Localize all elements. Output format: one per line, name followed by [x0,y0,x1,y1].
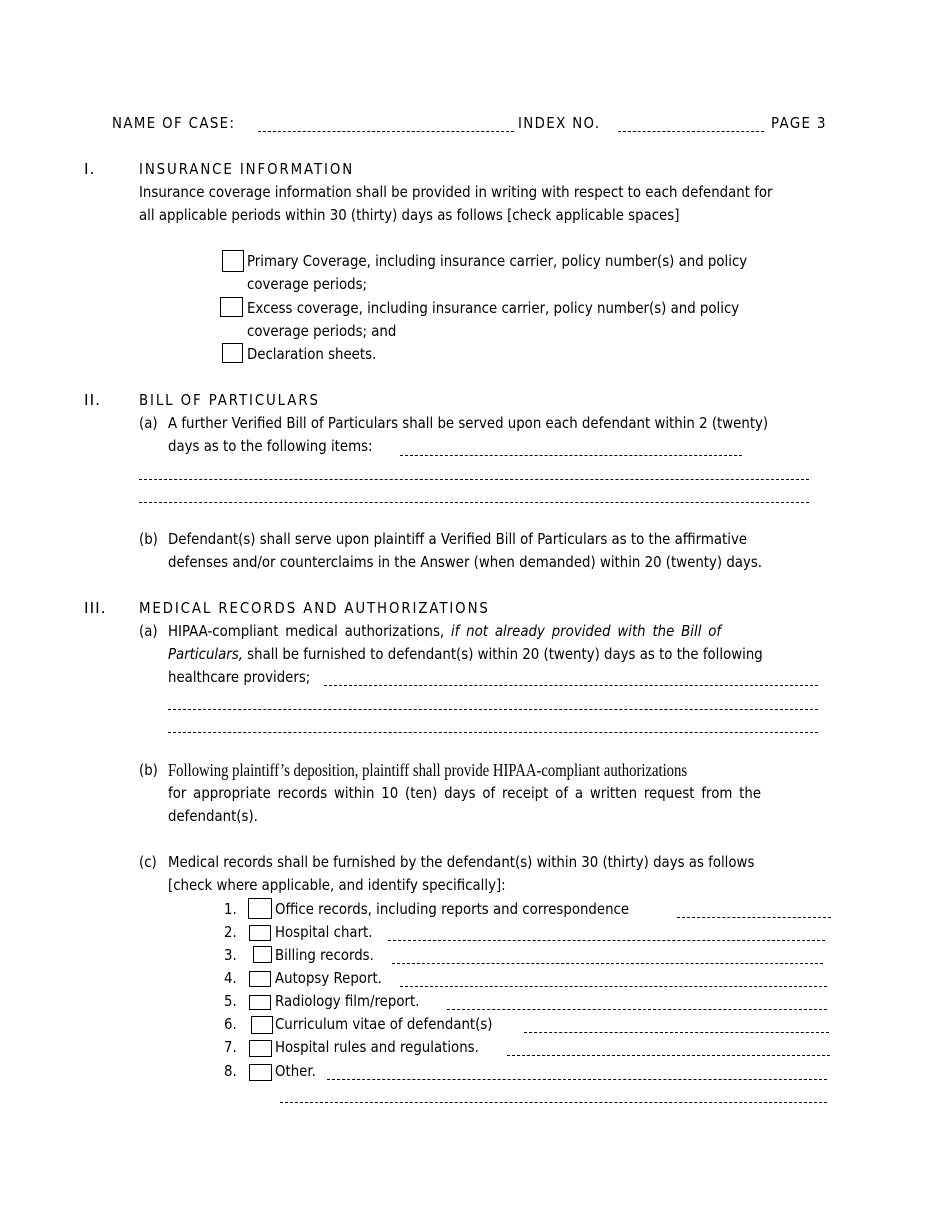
section-3-number: III. [84,599,107,617]
billing-records-field[interactable] [392,963,823,964]
section-1-title: INSURANCE INFORMATION [139,160,355,178]
bill-items-field-line1[interactable] [400,455,742,456]
declaration-sheets-label: Declaration sheets. [247,345,377,363]
case-name-label: NAME OF CASE: [112,114,236,132]
record-number: 6. [224,1015,237,1033]
other-field-line1[interactable] [327,1079,827,1080]
office-records-checkbox[interactable] [248,898,272,919]
record-number: 1. [224,900,237,918]
other-label: Other. [275,1062,316,1080]
section-2-b-label: (b) [139,530,158,548]
index-no-label: INDEX NO. [518,114,601,132]
section-2-b-line2: defenses and/or counterclaims in the Answer (when demanded) within 20 (twenty) days. [168,553,763,571]
hospital-chart-label: Hospital chart. [275,923,373,941]
section-3-b-line1: Following plaintiff’s deposition, plaintiff shall provide HIPAA-compliant authorizations [168,760,688,780]
billing-records-label: Billing records. [275,946,374,964]
primary-coverage-label-cont: coverage periods; [247,275,368,293]
excess-coverage-label-cont: coverage periods; and [247,322,397,340]
section-2-b-line1: Defendant(s) shall serve upon plaintiff a Verified Bill of Particulars as to the affirmative [168,530,748,548]
section-1-intro-line2: all applicable periods within 30 (thirty) days as follows [check applicable spaces] [139,206,680,224]
excess-coverage-checkbox[interactable] [220,297,243,317]
section-3-c-line2: [check where applicable, and identify specifically]: [168,876,506,894]
case-name-field[interactable] [258,131,514,132]
radiology-field[interactable] [447,1009,827,1010]
providers-field-line3[interactable] [168,732,818,733]
primary-coverage-label: Primary Coverage, including insurance carrier, policy number(s) and policy [247,252,748,270]
providers-field-line1[interactable] [324,685,818,686]
curriculum-vitae-checkbox[interactable] [251,1016,273,1034]
record-number: 4. [224,969,237,987]
hospital-rules-label: Hospital rules and regulations. [275,1038,479,1056]
section-1-intro-line1: Insurance coverage information shall be provided in writing with respect to each defendant for [139,183,773,201]
billing-records-checkbox[interactable] [253,946,272,963]
other-field-line2[interactable] [280,1102,827,1103]
record-number: 8. [224,1062,237,1080]
section-3-b-line3: defendant(s). [168,807,258,825]
providers-field-line2[interactable] [168,709,818,710]
autopsy-report-field[interactable] [400,986,827,987]
section-3-b-line2: for appropriate records within 10 (ten) days of receipt of a written request from the [168,784,762,802]
hospital-rules-checkbox[interactable] [249,1040,272,1057]
bill-items-field-line2[interactable] [139,479,809,480]
autopsy-report-label: Autopsy Report. [275,969,382,987]
other-checkbox[interactable] [249,1064,272,1081]
section-2-a-line2: days as to the following items: [168,437,373,455]
section-3-a-line1: HIPAA-compliant medical authorizations, if not already provided with the Bill of [168,622,722,640]
section-2-title: BILL OF PARTICULARS [139,391,320,409]
section-2-a-label: (a) [139,414,158,432]
record-number: 2. [224,923,237,941]
record-number: 3. [224,946,237,964]
index-no-field[interactable] [618,131,764,132]
record-number: 7. [224,1038,237,1056]
office-records-field[interactable] [677,917,831,918]
section-3-c-line1: Medical records shall be furnished by the defendant(s) within 30 (thirty) days as follows [168,853,755,871]
declaration-sheets-checkbox[interactable] [222,343,243,363]
section-3-a-label: (a) [139,622,158,640]
office-records-label: Office records, including reports and correspondence [275,900,630,918]
hospital-chart-field[interactable] [388,940,825,941]
page-number: PAGE 3 [771,114,827,132]
section-1-number: I. [84,160,96,178]
curriculum-vitae-label: Curriculum vitae of defendant(s) [275,1015,493,1033]
section-3-b-label: (b) [139,761,158,779]
curriculum-vitae-field[interactable] [524,1032,829,1033]
excess-coverage-label: Excess coverage, including insurance carrier, policy number(s) and policy [247,299,740,317]
primary-coverage-checkbox[interactable] [222,250,244,272]
section-2-number: II. [84,391,102,409]
radiology-label: Radiology film/report. [275,992,420,1010]
section-3-a-line2: Particulars, shall be furnished to defendant(s) within 20 (twenty) days as to the following [168,645,763,663]
autopsy-report-checkbox[interactable] [249,971,271,987]
hospital-rules-field[interactable] [507,1055,830,1056]
hospital-chart-checkbox[interactable] [249,925,271,941]
record-number: 5. [224,992,237,1010]
section-3-title: MEDICAL RECORDS AND AUTHORIZATIONS [139,599,490,617]
radiology-checkbox[interactable] [249,995,271,1010]
section-3-c-label: (c) [139,853,157,871]
section-2-a-line1: A further Verified Bill of Particulars shall be served upon each defendant within 2 (twenty) [168,414,769,432]
section-3-a-line3: healthcare providers; [168,668,311,686]
bill-items-field-line3[interactable] [139,502,809,503]
